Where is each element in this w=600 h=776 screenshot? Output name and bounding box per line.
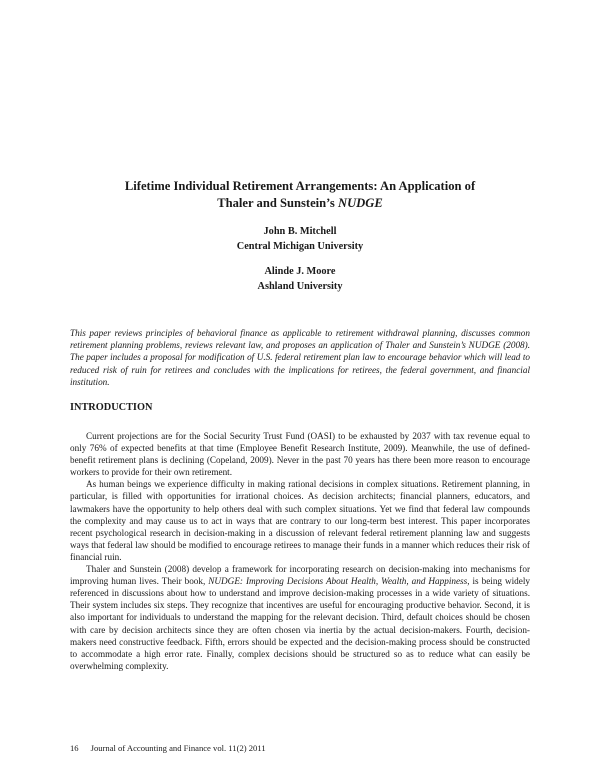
paragraph [70, 563, 530, 672]
author-name: John B. Mitchell [263, 226, 337, 237]
book-title: NUDGE: Improving Decisions About Health, Wealth, and Happiness, [208, 576, 470, 587]
section-heading: INTRODUCTION [70, 402, 153, 413]
abstract: This paper reviews principles of behavioral finance as applicable to retirement withdrawal planning, discusses common retirement planning problems, reviews relevant law, and proposes an application of Thaler and Sunstein’s NUDGE (2008). The paper includes a proposal for modification of U.S. federal retirement plan law to encourage behavior which will lead to reduced risk of ruin for retirees and concludes with the implications for retirees, the federal government, and financial institution. [70, 328, 530, 387]
page-number: 16 [70, 743, 79, 753]
author-name: Alinde J. Moore [264, 266, 336, 277]
body-text [70, 430, 530, 672]
title-line-1: Lifetime Individual Retirement Arrangements: An Application of [124, 179, 476, 193]
paragraph-text: Thaler and Sunstein (2008) develop a framework for incorporating research on decision-making into mechanisms for improving human lives. Their book, [70, 564, 530, 587]
author-affiliation: Ashland University [257, 281, 343, 292]
author-block-2 [100, 264, 500, 294]
paper-title [70, 178, 530, 212]
journal-citation: Journal of Accounting and Finance vol. 11(2) 2011 [90, 743, 266, 753]
paragraph: As human beings we experience difficulty in making rational decisions in complex situations. Retirement planning, in particular, is filled with opportunities for irrational choices. As decision architects; financial planners, educators, and lawmakers have the opportunity to help others deal with such complex situations. Yet we find that federal law compounds the complexity and may cause us to act in ways that are contrary to our long-term best interest. This paper incorporates recent psychological research in decision-making in a discussion of relevant federal retirement planning law and suggests ways that federal law should be modified to encourage retirees to manage their funds in a manner which reduces their risk of financial ruin. [70, 479, 530, 562]
author-affiliation: Central Michigan University [236, 241, 364, 252]
title-line-2 [70, 195, 530, 212]
paragraph-text: is being widely referenced in discussions about how to understand and improve decision-making processes in a wide variety of situations. Their system includes six steps. They recognize that incentives are useful for encouraging productive behavior. Second, it is also important for individuals to understand the mapping for the relevant decision. Third, default choices should be chosen with care by decision architects since they are often chosen via inertia by the actual decision-makers. Fourth, decision-makers need constructive feedback. Fifth, errors should be expected and the decision-making process should be constructed to accommodate a high error rate. Finally, complex decisions should be structured so as to reduce what can easily be overwhelming complexity. [70, 576, 531, 671]
title-nudge: NUDGE [337, 196, 383, 210]
author-block-1 [100, 224, 500, 254]
title-line-2-prefix: Thaler and Sunstein’s [217, 196, 338, 210]
paragraph: Current projections are for the Social Security Trust Fund (OASI) to be exhausted by 2037 with tax revenue equal to only 76% of expected benefits at that time (Employee Benefit Research Institute, 2009). Meanwhile, the use of defined-benefit retirement plans is declining (Copeland, 2009). Never in the past 70 years has there been more reason to encourage workers to provide for their own retirement. [70, 431, 530, 478]
page-footer [70, 743, 266, 753]
